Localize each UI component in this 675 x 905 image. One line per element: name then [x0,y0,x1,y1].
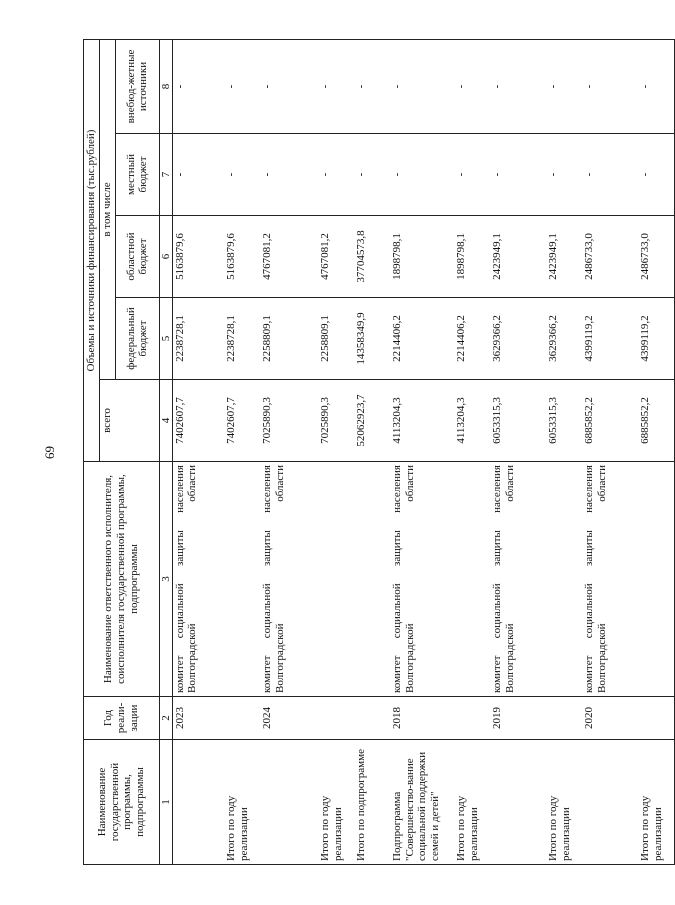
local-cell: - [638,134,674,216]
executor-cell [546,462,582,697]
federal-cell: 4399119,2 [582,298,638,380]
regional-cell: 1898798,1 [390,216,454,298]
total-cell: 6053315,3 [546,380,582,462]
total-cell: 52062923,7 [354,380,390,462]
executor-cell: комитет социальной защиты населения Волгоградской области [390,462,454,697]
local-cell: - [354,134,390,216]
local-cell: - [490,134,546,216]
regional-cell: 37704573,8 [354,216,390,298]
federal-cell: 2238728,1 [224,298,260,380]
extra-cell: - [454,39,490,133]
year-cell [546,697,582,740]
column-number: 6 [159,216,172,298]
funding-table [83,39,675,865]
table-row [224,39,260,864]
column-number: 3 [159,462,172,697]
program-name-cell: Итого по году реализации [546,740,582,865]
program-name-cell: Итого по году реализации [638,740,674,865]
rotated-page [40,40,664,865]
column-number-row [159,39,172,864]
regional-cell: 2486733,0 [638,216,674,298]
header-year: Год реали-зации [84,697,160,740]
year-cell [354,697,390,740]
local-cell: - [582,134,638,216]
header-regional: областной бюджет [115,216,159,298]
column-number: 7 [159,134,172,216]
extra-cell: - [390,39,454,133]
extra-cell: - [546,39,582,133]
executor-cell: комитет социальной защиты населения Волгоградской области [172,462,224,697]
federal-cell: 14358349,9 [354,298,390,380]
regional-cell: 4767081,2 [260,216,318,298]
program-name-cell: Итого по году реализации [454,740,490,865]
table-row [582,39,638,864]
total-cell: 7402607,7 [224,380,260,462]
executor-cell: комитет социальной защиты населения Волгоградской области [260,462,318,697]
federal-cell: 2214406,2 [390,298,454,380]
extra-cell: - [582,39,638,133]
executor-cell [354,462,390,697]
total-cell: 6053315,3 [490,380,546,462]
year-cell [454,697,490,740]
extra-cell: - [318,39,354,133]
program-name-cell: Итого по году реализации [224,740,260,865]
local-cell: - [546,134,582,216]
executor-cell [224,462,260,697]
program-name-cell [260,740,318,865]
local-cell: - [224,134,260,216]
executor-cell [318,462,354,697]
table-row [546,39,582,864]
column-number: 1 [159,740,172,865]
program-name-cell: Итого по году реализации [318,740,354,865]
year-cell: 2024 [260,697,318,740]
local-cell: - [390,134,454,216]
header-funding: Объемы и источники финансирования (тыс.рублей) [84,39,100,461]
executor-cell: комитет социальной защиты населения Волгоградской области [490,462,546,697]
regional-cell: 2486733,0 [582,216,638,298]
regional-cell: 5163879,6 [172,216,224,298]
column-number: 2 [159,697,172,740]
table-row [490,39,546,864]
year-cell [224,697,260,740]
table-row [638,39,674,864]
table-row [172,39,224,864]
table-row [260,39,318,864]
local-cell: - [454,134,490,216]
executor-cell [638,462,674,697]
table-body [172,39,674,864]
total-cell: 7025890,3 [318,380,354,462]
header-executor: Наименование ответственного исполнителя, соисполнителя государственной программы, подпрограммы [84,462,160,697]
table-row [454,39,490,864]
federal-cell: 2214406,2 [454,298,490,380]
extra-cell: - [260,39,318,133]
extra-cell: - [638,39,674,133]
column-number: 5 [159,298,172,380]
regional-cell: 4767081,2 [318,216,354,298]
table-row [318,39,354,864]
table-row [390,39,454,864]
local-cell: - [260,134,318,216]
federal-cell: 4399119,2 [638,298,674,380]
regional-cell: 1898798,1 [454,216,490,298]
federal-cell: 3629366,2 [490,298,546,380]
total-cell: 4113204,3 [390,380,454,462]
federal-cell: 2258809,1 [318,298,354,380]
header-including: в том числе [100,39,116,379]
extra-cell: - [354,39,390,133]
year-cell [318,697,354,740]
header-local: местный бюджет [115,134,159,216]
regional-cell: 2423949,1 [546,216,582,298]
total-cell: 7402607,7 [172,380,224,462]
page-number: 69 [42,446,57,459]
federal-cell: 2238728,1 [172,298,224,380]
federal-cell: 3629366,2 [546,298,582,380]
program-name-cell [172,740,224,865]
header-extra: внебюд-жетные источники [115,39,159,133]
header-federal: федеральный бюджет [115,298,159,380]
program-name-cell [582,740,638,865]
program-name-cell: Подпрограмма "Совершенство-вание социальной поддержки семей и детей" [390,740,454,865]
year-cell: 2018 [390,697,454,740]
table-row [354,39,390,864]
total-cell: 6885852,2 [638,380,674,462]
total-cell: 4113204,3 [454,380,490,462]
executor-cell: комитет социальной защиты населения Волгоградской области [582,462,638,697]
year-cell [638,697,674,740]
header-total: всего [100,380,160,462]
regional-cell: 2423949,1 [490,216,546,298]
program-name-cell [490,740,546,865]
local-cell: - [318,134,354,216]
extra-cell: - [224,39,260,133]
program-name-cell: Итого по подпрограмме [354,740,390,865]
year-cell: 2019 [490,697,546,740]
federal-cell: 2258809,1 [260,298,318,380]
total-cell: 7025890,3 [260,380,318,462]
extra-cell: - [172,39,224,133]
year-cell: 2020 [582,697,638,740]
column-number: 8 [159,39,172,133]
local-cell: - [172,134,224,216]
executor-cell [454,462,490,697]
column-number: 4 [159,380,172,462]
header-program-name: Наименование государственной программы, подпрограммы [84,740,160,865]
regional-cell: 5163879,6 [224,216,260,298]
extra-cell: - [490,39,546,133]
year-cell: 2023 [172,697,224,740]
total-cell: 6885852,2 [582,380,638,462]
